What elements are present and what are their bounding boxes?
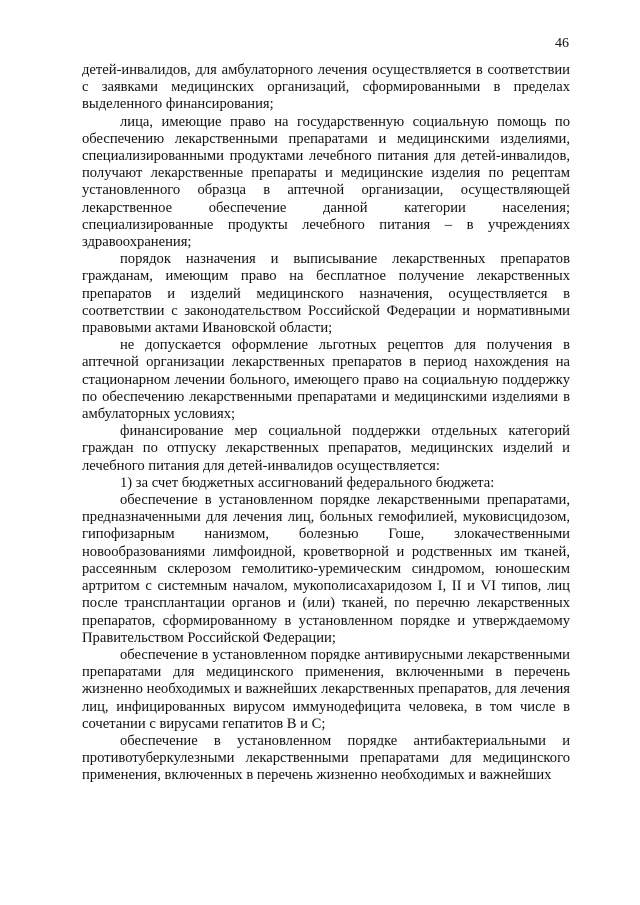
paragraph: обеспечение в установленном порядке антибактериальными и противотуберкулезными лекарственными препаратами для медицинского применения, включенных в перечень жизненно необходимых и важнейших xyxy=(82,732,570,784)
paragraph: обеспечение в установленном порядке антивирусными лекарственными препаратами для медицинского применения, включенными в перечень жизненно необходимых и важнейших лекарственных препаратов, для лечения лиц, инфицированных вирусом иммунодефицита человека, в том числе в сочетании с вирусами гепатитов В и С; xyxy=(82,646,570,732)
paragraph: обеспечение в установленном порядке лекарственными препаратами, предназначенными для лечения лиц, больных гемофилией, муковисцидозом, гипофизарным нанизмом, болезнью Гоше, злокачественными новообразованиями лимфоидной, кроветворной и родственных им тканей, рассеянным склерозом гемолитико-уремическим синдромом, юношеским артритом с системным началом, мукополисахаридозом I, II и VI типов, лиц после трансплантации органов и (или) тканей, по перечню лекарственных препаратов, сформированному в установленном порядке и утверждаемому Правительством Российской Федерации; xyxy=(82,492,570,646)
paragraph: не допускается оформление льготных рецептов для получения в аптечной организации лекарственных препаратов в период нахождения на стационарном лечении больного, имеющего право на социальную поддержку по обеспечению лекарственными препаратами и медицинскими изделиями в амбулаторных условиях; xyxy=(82,337,570,423)
paragraph: 1) за счет бюджетных ассигнований федерального бюджета: xyxy=(120,474,495,491)
paragraph: порядок назначения и выписывание лекарственных препаратов гражданам, имеющим право на бесплатное получение лекарственных препаратов и изделий медицинского назначения, осуществляется в соответствии с законодательством Российской Федерации и нормативными правовыми актами Ивановской области; xyxy=(82,251,570,337)
page-number: 46 xyxy=(555,36,569,51)
paragraph: детей-инвалидов, для амбулаторного лечения осуществляется в соответствии с заявками медицинских организаций, сформированными в пределах выделенного финансирования; xyxy=(82,62,570,113)
body-text xyxy=(82,62,570,785)
paragraph: лица, имеющие право на государственную социальную помощь по обеспечению лекарственными препаратами и медицинскими изделиями, специализированными продуктами лечебного питания для детей-инвалидов, получают лекарственные препараты и медицинские изделия по рецептам установленного образца в аптечной организации, осуществляющей лекарственное обеспечение данной категории населения; специализированные продукты лечебного питания – в учреждениях здравоохранения; xyxy=(82,113,570,251)
paragraph: финансирование мер социальной поддержки отдельных категорий граждан по отпуску лекарственных препаратов, медицинских изделий и лечебного питания для детей-инвалидов осуществляется: xyxy=(82,423,570,474)
